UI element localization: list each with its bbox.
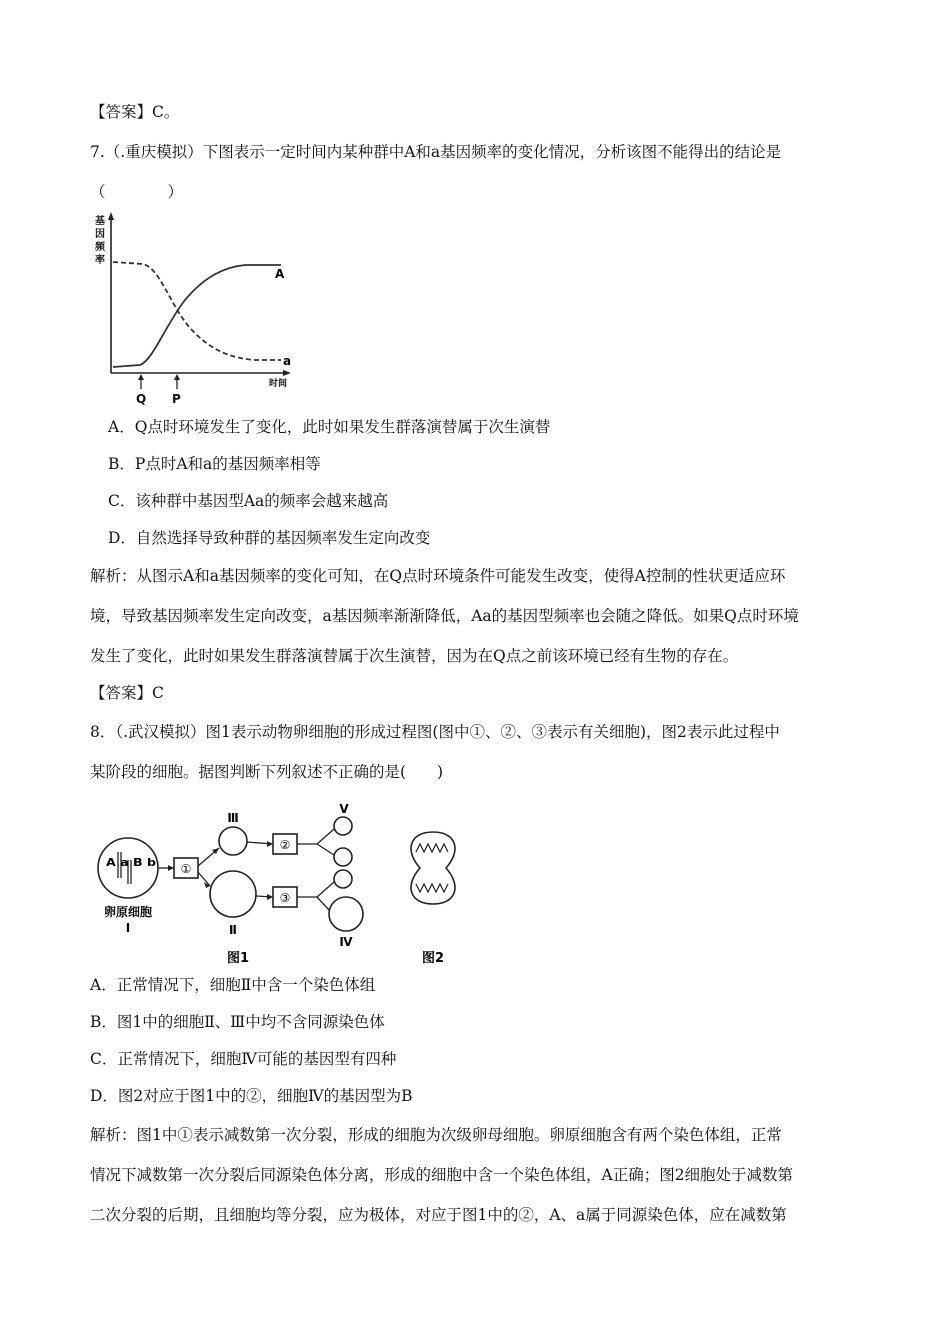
oocyte-label-roman: Ⅰ bbox=[125, 921, 131, 935]
q8-option-c: C．正常情况下，细胞Ⅳ可能的基因型有四种 bbox=[90, 1050, 397, 1068]
oocyte-label: 卵原细胞 bbox=[103, 905, 153, 919]
polar-body-small bbox=[334, 870, 352, 888]
y-axis-label-char: 频 bbox=[95, 242, 105, 253]
y-axis-label-char: 率 bbox=[95, 255, 105, 266]
y-axis-label-char: 基 bbox=[95, 216, 105, 227]
q7-analysis-line2: 境，导致基因频率发生定向改变，a基因频率渐渐降低，Aa的基因型频率也会随之降低。如果Q点时环境 bbox=[90, 607, 799, 625]
q8-stem-line1: 8．（.武汉模拟）图1表示动物卵细胞的形成过程图(图中①、②、③表示有关细胞)，图2表示此过程中 bbox=[90, 723, 780, 741]
q7-answer: 【答案】C bbox=[90, 684, 164, 702]
oocyte-gene-labels: A a B b bbox=[106, 856, 157, 869]
box-1-label: ① bbox=[180, 862, 192, 876]
polar-body-small bbox=[334, 848, 352, 866]
q6-answer: 【答案】C。 bbox=[90, 103, 180, 121]
cell-IV bbox=[329, 897, 363, 931]
mark-Q-label: Q bbox=[136, 392, 147, 406]
cell-III bbox=[219, 827, 247, 855]
q7-stem-line1: 7.（.重庆模拟）下图表示一定时间内某种群中A和a基因频率的变化情况，分析该图不能得出的结论是 bbox=[90, 143, 782, 161]
q8-analysis-line2: 情况下减数第一次分裂后同源染色体分离，形成的细胞中含一个染色体组，A正确；图2细胞处于减数第 bbox=[90, 1166, 794, 1184]
y-axis-label-char: 因 bbox=[95, 229, 105, 240]
curve-a-label: a bbox=[283, 354, 292, 368]
curve-a bbox=[113, 262, 281, 360]
curve-A-label: A bbox=[275, 267, 285, 281]
label-IV: Ⅳ bbox=[339, 935, 353, 949]
q7-option-a: A．Q点时环境发生了变化，此时如果发生群落演替属于次生演替 bbox=[108, 418, 551, 436]
mark-Q-arrowhead bbox=[138, 374, 144, 380]
cell-II bbox=[210, 871, 256, 917]
curve-A bbox=[113, 265, 281, 367]
label-III: Ⅲ bbox=[227, 811, 239, 825]
q7-analysis-line3: 发生了变化，此时如果发生群落演替属于次生演替，因为在Q点之前该环境已经有生物的存在。 bbox=[90, 647, 739, 665]
fig2-caption: 图2 bbox=[421, 951, 445, 966]
q8-option-a: A．正常情况下，细胞Ⅱ中含一个染色体组 bbox=[90, 976, 376, 994]
mark-P-arrowhead bbox=[174, 374, 180, 380]
q8-analysis-line3: 二次分裂的后期，且细胞均等分裂，应为极体，对应于图1中的②，A、a属于同源染色体，应在减数第 bbox=[90, 1206, 787, 1224]
label-V: Ⅴ bbox=[339, 802, 349, 816]
label-II: Ⅱ bbox=[229, 923, 237, 937]
q7-option-c: C．该种群中基因型Aa的频率会越来越高 bbox=[108, 492, 389, 510]
fig2-dividing-cell bbox=[411, 832, 455, 904]
y-axis-arrow bbox=[108, 212, 114, 220]
q7-option-b: B．P点时A和a的基因频率相等 bbox=[108, 455, 321, 473]
q8-option-b: B．图1中的细胞Ⅱ、Ⅲ中均不含同源染色体 bbox=[90, 1013, 385, 1031]
x-axis-arrow bbox=[283, 370, 291, 376]
box-2-label: ② bbox=[279, 838, 291, 852]
box-3-label: ③ bbox=[279, 891, 291, 905]
q7-option-d: D．自然选择导致种群的基因频率发生定向改变 bbox=[108, 529, 431, 547]
q8-stem-line2: 某阶段的细胞。据图判断下列叙述不正确的是( ) bbox=[90, 763, 444, 781]
q7-stem-line2: （ ） bbox=[90, 183, 184, 201]
fig1-caption: 图1 bbox=[226, 951, 250, 966]
polar-body-small bbox=[334, 817, 352, 835]
q8-option-d: D．图2对应于图1中的②，细胞Ⅳ的基因型为B bbox=[90, 1087, 413, 1105]
x-axis-label: 时间 bbox=[269, 379, 288, 389]
q8-analysis-line1: 解析：图1中①表示减数第一次分裂，形成的细胞为次级卵母细胞。卵原细胞含有两个染色体组，正常 bbox=[90, 1126, 782, 1144]
q8-oogenesis-figure bbox=[88, 800, 468, 970]
q7-analysis-line1: 解析：从图示A和a基因频率的变化可知，在Q点时环境条件可能发生改变，使得A控制的性状更适应环 bbox=[90, 567, 786, 585]
mark-P-label: P bbox=[172, 392, 181, 406]
q7-gene-frequency-graph bbox=[85, 210, 300, 390]
